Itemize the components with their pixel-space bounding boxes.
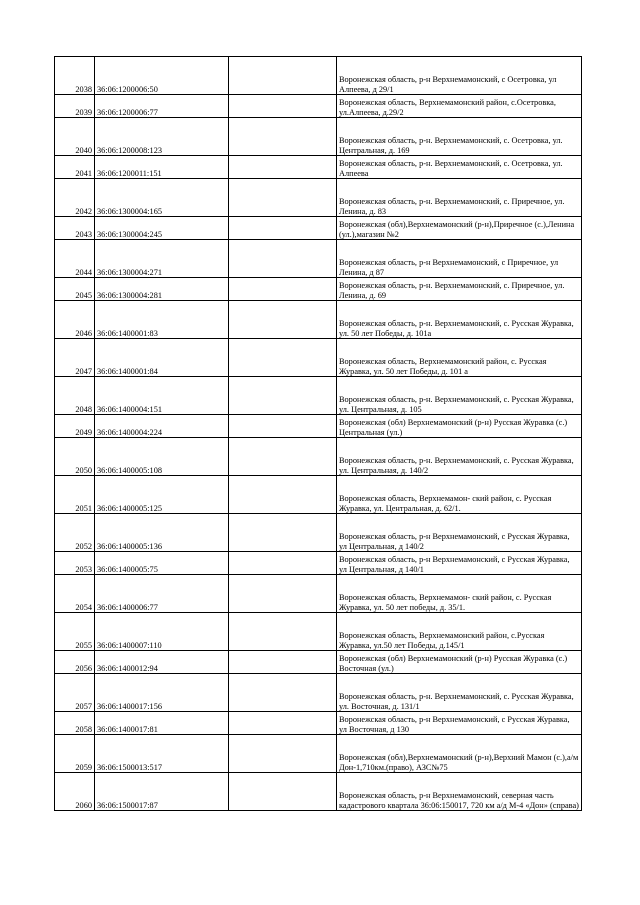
cadastral-number-cell: 36:06:1200006:77	[95, 95, 229, 118]
empty-cell	[229, 552, 337, 575]
address-cell: Воронежская (обл),Верхнемамонский (р-н),Верхний Мамон (с.),а/м Дон-1,710км.(право), АЗС№75	[337, 735, 582, 773]
row-number-cell: 2040	[55, 118, 95, 156]
row-number-cell: 2049	[55, 415, 95, 438]
row-number-cell: 2060	[55, 773, 95, 811]
table-row	[55, 773, 582, 811]
address-cell: Воронежская область, р-н. Верхнемамонский, с. Осетровка, ул. Центральная, д. 169	[337, 118, 582, 156]
table-row	[55, 156, 582, 179]
address-cell: Воронежская область, р-н. Верхнемамонский, с. Приречное, ул. Ленина, д. 69	[337, 278, 582, 301]
address-cell: Воронежская область, Верхнемамонский район, с.Русская Журавка, ул.50 лет Победы, д.145/1	[337, 613, 582, 651]
table-row	[55, 651, 582, 674]
address-cell: Воронежская область, р-н. Верхнемамонский, с. Осетровка, ул. Алпеева	[337, 156, 582, 179]
empty-cell	[229, 118, 337, 156]
cadastral-number-cell: 36:06:1300004:281	[95, 278, 229, 301]
empty-cell	[229, 240, 337, 278]
cadastral-number-cell: 36:06:1400004:224	[95, 415, 229, 438]
address-cell: Воронежская область, Верхнемамонский район, с. Русская Журавка, ул. 50 лет Победы, д. 101 а	[337, 339, 582, 377]
empty-cell	[229, 651, 337, 674]
cadastral-number-cell: 36:06:1400001:83	[95, 301, 229, 339]
address-cell: Воронежская область, Верхнемамон- ский район, с. Русская Журавка, ул. 50 лет победы, д. 35/1.	[337, 575, 582, 613]
row-number-cell: 2056	[55, 651, 95, 674]
cadastral-number-cell: 36:06:1300004:271	[95, 240, 229, 278]
table-row	[55, 735, 582, 773]
address-cell: Воронежская область, р-н. Верхнемамонский, с. Русская Журавка, ул. Центральная, д. 140/2	[337, 438, 582, 476]
table-row	[55, 301, 582, 339]
cadastral-number-cell: 36:06:1400004:151	[95, 377, 229, 415]
row-number-cell: 2038	[55, 57, 95, 95]
row-number-cell: 2045	[55, 278, 95, 301]
table-row	[55, 57, 582, 95]
row-number-cell: 2052	[55, 514, 95, 552]
empty-cell	[229, 674, 337, 712]
table-row	[55, 712, 582, 735]
cadastral-number-cell: 36:06:1300004:245	[95, 217, 229, 240]
address-cell: Воронежская область, р-н Верхнемамонский, северная часть кадастрового квартала 36:06:150017, 720 км а/д М-4 «Дон» (справа)	[337, 773, 582, 811]
address-cell: Воронежская область, р-н Верхнемамонский, с Приречное, ул Ленина, д 87	[337, 240, 582, 278]
cadastral-number-cell: 36:06:1400005:136	[95, 514, 229, 552]
cadastral-number-cell: 36:06:1400007:110	[95, 613, 229, 651]
table-row	[55, 438, 582, 476]
table-row	[55, 575, 582, 613]
table-row	[55, 240, 582, 278]
table-row	[55, 278, 582, 301]
table-row	[55, 217, 582, 240]
empty-cell	[229, 339, 337, 377]
empty-cell	[229, 57, 337, 95]
table-row	[55, 674, 582, 712]
cadastral-number-cell: 36:06:1400017:156	[95, 674, 229, 712]
table-row	[55, 118, 582, 156]
row-number-cell: 2051	[55, 476, 95, 514]
cadastral-number-cell: 36:06:1400001:84	[95, 339, 229, 377]
row-number-cell: 2055	[55, 613, 95, 651]
address-cell: Воронежская область, Верхнемамон- ский район, с. Русская Журавка, ул. Центральная, д. 62/1.	[337, 476, 582, 514]
row-number-cell: 2043	[55, 217, 95, 240]
cadastral-number-cell: 36:06:1200008:123	[95, 118, 229, 156]
address-cell: Воронежская область, р-н. Верхнемамонский, с. Русская Журавка, ул. 50 лет Победы, д. 101а	[337, 301, 582, 339]
empty-cell	[229, 278, 337, 301]
address-cell: Воронежская область, р-н. Верхнемамонский, с. Русская Журавка, ул. Восточная, д. 131/1	[337, 674, 582, 712]
empty-cell	[229, 95, 337, 118]
address-cell: Воронежская область, Верхнемамонский район, с.Осетровка, ул.Алпеева, д.29/2	[337, 95, 582, 118]
empty-cell	[229, 415, 337, 438]
cadastral-number-cell: 36:06:1400012:94	[95, 651, 229, 674]
row-number-cell: 2041	[55, 156, 95, 179]
address-cell: Воронежская область, р-н Верхнемамонский, с Русская Журавка, ул Восточная, д 130	[337, 712, 582, 735]
cadastral-number-cell: 36:06:1400005:108	[95, 438, 229, 476]
cadastral-number-cell: 36:06:1500013:517	[95, 735, 229, 773]
cadastral-number-cell: 36:06:1300004:165	[95, 179, 229, 217]
address-cell: Воронежская (обл) Верхнемамонский (р-н) Русская Журавка (с.) Восточная (ул.)	[337, 651, 582, 674]
cadastral-number-cell: 36:06:1400005:75	[95, 552, 229, 575]
row-number-cell: 2048	[55, 377, 95, 415]
table-row	[55, 179, 582, 217]
table-row	[55, 415, 582, 438]
table-row	[55, 613, 582, 651]
registry-table-body	[55, 57, 582, 811]
table-row	[55, 552, 582, 575]
table-row	[55, 476, 582, 514]
row-number-cell: 2047	[55, 339, 95, 377]
cadastral-number-cell: 36:06:1200006:50	[95, 57, 229, 95]
address-cell: Воронежская область, р-н. Верхнемамонский, с. Русская Журавка, ул. Центральная, д. 105	[337, 377, 582, 415]
row-number-cell: 2042	[55, 179, 95, 217]
row-number-cell: 2044	[55, 240, 95, 278]
row-number-cell: 2039	[55, 95, 95, 118]
empty-cell	[229, 712, 337, 735]
row-number-cell: 2054	[55, 575, 95, 613]
address-cell: Воронежская область, р-н Верхнемамонский, с Осетровка, ул Алпеева, д 29/1	[337, 57, 582, 95]
row-number-cell: 2059	[55, 735, 95, 773]
cadastral-number-cell: 36:06:1400017:81	[95, 712, 229, 735]
empty-cell	[229, 613, 337, 651]
cadastral-number-cell: 36:06:1400005:125	[95, 476, 229, 514]
row-number-cell: 2046	[55, 301, 95, 339]
empty-cell	[229, 438, 337, 476]
empty-cell	[229, 377, 337, 415]
table-row	[55, 95, 582, 118]
empty-cell	[229, 476, 337, 514]
row-number-cell: 2058	[55, 712, 95, 735]
cadastral-number-cell: 36:06:1500017:87	[95, 773, 229, 811]
address-cell: Воронежская область, р-н Верхнемамонский, с Русская Журавка, ул Центральная, д 140/2	[337, 514, 582, 552]
row-number-cell: 2050	[55, 438, 95, 476]
cadastral-number-cell: 36:06:1400006:77	[95, 575, 229, 613]
address-cell: Воронежская (обл),Верхнемамонский (р-н),Приречное (с.),Ленина (ул.),магазин №2	[337, 217, 582, 240]
registry-table	[54, 56, 582, 811]
empty-cell	[229, 179, 337, 217]
empty-cell	[229, 735, 337, 773]
address-cell: Воронежская область, р-н Верхнемамонский, с Русская Журавка, ул Центральная, д 140/1	[337, 552, 582, 575]
empty-cell	[229, 514, 337, 552]
table-row	[55, 377, 582, 415]
address-cell: Воронежская область, р-н. Верхнемамонский, с. Приречное, ул. Ленина, д. 83	[337, 179, 582, 217]
row-number-cell: 2057	[55, 674, 95, 712]
empty-cell	[229, 217, 337, 240]
table-row	[55, 514, 582, 552]
empty-cell	[229, 156, 337, 179]
address-cell: Воронежская (обл) Верхнемамонский (р-н) Русская Журавка (с.) Центральная (ул.)	[337, 415, 582, 438]
row-number-cell: 2053	[55, 552, 95, 575]
empty-cell	[229, 301, 337, 339]
table-row	[55, 339, 582, 377]
empty-cell	[229, 773, 337, 811]
cadastral-number-cell: 36:06:1200011:151	[95, 156, 229, 179]
empty-cell	[229, 575, 337, 613]
